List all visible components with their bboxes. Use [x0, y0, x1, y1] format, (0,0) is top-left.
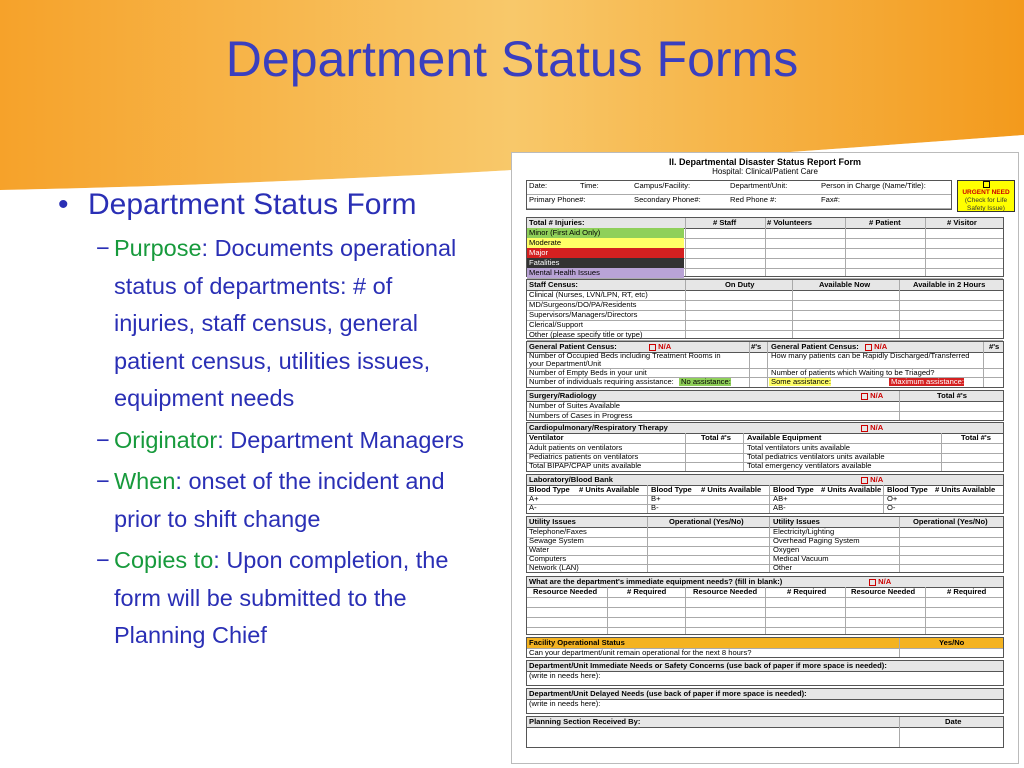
row-label: Mental Health Issues — [527, 268, 684, 278]
column-header: Available Now — [819, 280, 871, 289]
sub-item-when: − When: onset of the incident and prior to shift change — [96, 468, 445, 532]
surgery-radiology-table — [526, 390, 1004, 421]
checkbox-icon[interactable] — [649, 344, 656, 351]
column-header: Blood Type — [887, 485, 928, 494]
table-row — [527, 310, 1003, 321]
column-header: # Visitor — [947, 218, 977, 227]
column-header: Resource Needed — [533, 587, 598, 596]
form-subtitle: Hospital: Clinical/Patient Care — [712, 167, 818, 176]
header-block — [526, 180, 952, 210]
row-label: Medical Vacuum — [773, 554, 829, 563]
section-header: What are the department's immediate equipment needs? (fill in blank:) — [529, 577, 783, 586]
sub-item-text: : onset of the incident and prior to shift change — [114, 468, 445, 532]
sub-item-purpose: − Purpose: Documents operational status of departments: # of injuries, staff census, general patient census, utilities issues, equipment needs — [96, 235, 457, 411]
row-label: Number of Empty Beds in your unit — [529, 369, 647, 377]
column-header: # Units Available — [935, 485, 996, 494]
column-header: # Required — [787, 587, 827, 596]
sub-item-text: : Documents operational status of departments: # of injuries, staff census, general patient census, utilities issues, equipment needs — [114, 235, 457, 411]
bullet-list — [58, 188, 478, 659]
row-label: Total ventilators units available — [747, 443, 850, 452]
immediate-needs-box[interactable] — [526, 660, 1004, 686]
row-label: Major — [527, 248, 684, 258]
row-label: Total pediatrics ventilators units available — [747, 452, 885, 461]
column-header: Blood Type — [529, 485, 570, 494]
row-label: Telephone/Faxes — [529, 527, 587, 536]
column-header: On Duty — [725, 280, 755, 289]
checkbox-icon[interactable] — [861, 477, 868, 484]
sub-item-copies: − Copies to: Upon completion, the form will be submitted to the Planning Chief — [96, 547, 449, 648]
row-label: Number of patients which Waiting to be Triaged? — [771, 369, 935, 377]
status-report-form — [511, 152, 1019, 764]
column-header: Ventilator — [529, 433, 564, 442]
planning-received-box[interactable] — [526, 716, 1004, 748]
row-label: Adult patients on ventilators — [529, 443, 623, 452]
column-header: # Units Available — [821, 485, 882, 494]
blood-type: A+ — [529, 494, 539, 503]
column-header: #'s — [751, 342, 762, 351]
row-label: Oxygen — [773, 545, 800, 554]
table-row — [527, 563, 1003, 573]
row-label: Moderate — [527, 238, 684, 248]
table-row — [527, 401, 1003, 412]
column-header: Resource Needed — [851, 587, 916, 596]
na-label: N/A — [658, 342, 672, 351]
row-label: Overhead Paging System — [773, 536, 860, 545]
slide-title: Department Status Forms — [225, 31, 799, 87]
column-header: Staff Census: — [529, 280, 578, 289]
urgent-need-box[interactable] — [957, 180, 1015, 212]
row-label: Computers — [529, 554, 567, 563]
sub-item-originator: − Originator: Department Managers — [96, 426, 465, 453]
column-header: Total #'s — [961, 433, 991, 442]
column-header: # Units Available — [579, 485, 640, 494]
header-cell: Secondary Phone#: — [634, 195, 701, 204]
header-row — [527, 195, 951, 209]
facility-status-table — [526, 637, 1004, 658]
bullet-dot-icon: • — [58, 188, 69, 221]
row-label: Number of Occupied Beds including Treatment Rooms in your Department/Unit — [529, 352, 721, 368]
column-header: # Required — [627, 587, 667, 596]
assist-label: Maximum assistance: — [891, 378, 965, 386]
row-label: Numbers of Cases in Progress — [529, 411, 633, 420]
section-header — [527, 689, 1003, 700]
header-cell: Department/Unit: — [730, 181, 788, 190]
checkbox-icon[interactable] — [983, 181, 990, 188]
column-header: # Staff — [713, 218, 737, 227]
table-row — [527, 320, 1003, 331]
checkbox-icon[interactable] — [861, 393, 868, 400]
table-row — [527, 352, 1003, 369]
column-header: # Required — [947, 587, 987, 596]
row-label: Can your department/unit remain operational for the next 8 hours? — [529, 648, 752, 657]
column-header: General Patient Census: — [529, 342, 617, 351]
delayed-needs-box[interactable] — [526, 688, 1004, 714]
blood-type: O- — [887, 503, 896, 512]
header-cell: Time: — [580, 181, 599, 190]
column-header: Available Equipment — [747, 433, 822, 442]
header-cell: Primary Phone#: — [529, 195, 586, 204]
column-header: Blood Type — [773, 485, 814, 494]
row-label: Network (LAN) — [529, 563, 579, 572]
row-label: Number of Suites Available — [529, 401, 621, 410]
staff-census-table — [526, 279, 1004, 339]
table-header — [527, 433, 1003, 444]
sub-item-label: Copies to — [114, 547, 214, 573]
column-header: Total #'s — [701, 433, 731, 442]
column-header: Total # Injuries: — [529, 218, 585, 227]
section-header-text: Department/Unit Delayed Needs (use back of paper if more space is needed): — [529, 689, 807, 698]
table-row — [527, 503, 1003, 513]
row-label: Pediatrics patients on ventilators — [529, 452, 639, 461]
column-header: Operational (Yes/No) — [913, 517, 988, 526]
row-label: Water — [529, 545, 549, 554]
checkbox-icon[interactable] — [861, 425, 868, 432]
column-header: Available in 2 Hours — [913, 280, 986, 289]
table-header — [527, 577, 1003, 588]
sub-item-label: When — [114, 468, 176, 494]
na-label: N/A — [870, 391, 884, 400]
column-header: Operational (Yes/No) — [669, 517, 744, 526]
header-cell: Red Phone #: — [730, 195, 777, 204]
column-header: #'s — [989, 342, 1000, 351]
table-header — [527, 280, 1003, 291]
table-row — [527, 699, 1003, 709]
row-label: Clinical (Nurses, LVN/LPN, RT, etc) — [529, 290, 648, 299]
row-label: Clerical/Support — [529, 320, 584, 329]
column-header: Yes/No — [939, 638, 965, 647]
sub-item-label: Purpose — [114, 235, 202, 261]
checkbox-icon[interactable] — [869, 579, 876, 586]
row-label: (write in needs here): — [529, 699, 601, 708]
section-header — [527, 661, 1003, 672]
patient-census-table — [526, 341, 1004, 388]
table-row — [527, 300, 1003, 311]
column-header: Utility Issues — [773, 517, 820, 526]
header-cell: Date: — [529, 181, 548, 190]
na-label: N/A — [870, 475, 884, 484]
section-header: Facility Operational Status — [529, 638, 625, 647]
sub-item-text: : Upon completion, the form will be submitted to the Planning Chief — [114, 547, 449, 648]
row-label: Other — [773, 563, 792, 572]
assist-label: No assistance: — [681, 378, 731, 386]
column-header: Blood Type — [651, 485, 692, 494]
cardio-respiratory-table — [526, 422, 1004, 472]
column-header: Utility Issues — [529, 517, 576, 526]
bullet-main — [58, 188, 478, 222]
blood-type: A- — [529, 503, 537, 512]
equipment-needs-table — [526, 576, 1004, 635]
column-header: Total #'s — [937, 391, 967, 400]
column-header: # Volunteers — [767, 218, 813, 227]
blood-type: AB- — [773, 503, 786, 512]
row-label: Minor (First Aid Only) — [527, 228, 684, 238]
table-header — [527, 517, 1003, 528]
na-label: N/A — [878, 577, 892, 586]
row-label: Number of individuals requiring assistance: — [529, 378, 674, 386]
section-header — [527, 717, 1003, 728]
urgent-note: (Check for Life Safety Issue) — [964, 197, 1008, 213]
table-row — [527, 290, 1003, 301]
row-label: Supervisors/Managers/Directors — [529, 310, 638, 319]
assist-label: Some assistance: — [771, 378, 831, 386]
row-label: Fatalities — [527, 258, 684, 268]
table-header — [527, 475, 1003, 486]
table-row — [527, 369, 1003, 378]
column-header: Resource Needed — [693, 587, 758, 596]
laboratory-blood-bank-table — [526, 474, 1004, 514]
header-cell: Person in Charge (Name/Title): — [821, 181, 926, 190]
table-row — [527, 671, 1003, 681]
table-header — [527, 391, 1003, 402]
blood-type: B- — [651, 503, 659, 512]
table-header — [527, 423, 1003, 434]
header-row — [527, 181, 951, 195]
blood-type: O+ — [887, 494, 898, 503]
header-cell: Campus/Facility: — [634, 181, 691, 190]
section-header: Surgery/Radiology — [529, 391, 597, 400]
row-label: (write in needs here): — [529, 671, 601, 680]
na-label: N/A — [870, 423, 884, 432]
table-row — [527, 648, 1003, 658]
row-label: Total emergency ventilators available — [747, 461, 872, 470]
table-row — [527, 330, 1003, 341]
table-row — [527, 461, 1003, 471]
row-label: Total BIPAP/CPAP units available — [529, 461, 642, 470]
row-label: Electricity/Lighting — [773, 527, 835, 536]
section-header: Cardiopulmonary/Respiratory Therapy — [529, 423, 668, 432]
blood-type: B+ — [651, 494, 661, 503]
header-cell: Fax#: — [821, 195, 840, 204]
form-title: II. Departmental Disaster Status Report Form — [668, 157, 862, 167]
section-header: Laboratory/Blood Bank — [529, 475, 613, 484]
checkbox-icon[interactable] — [865, 344, 872, 351]
injuries-table — [526, 217, 1004, 277]
urgent-label: URGENT NEED — [962, 189, 1010, 197]
utility-issues-table — [526, 516, 1004, 573]
row-label: Other (please specify title or type) — [529, 330, 643, 339]
row-label: How many patients can be Rapidly Discharged/Transferred — [771, 352, 970, 360]
section-header-text: Department/Unit Immediate Needs or Safety Concerns (use back of paper if more space is needed): — [529, 661, 887, 670]
table-row — [527, 411, 1003, 421]
table-header — [527, 638, 1003, 649]
table-header — [527, 342, 1003, 353]
row-label: MD/Surgeons/DO/PA/Residents — [529, 300, 637, 309]
column-header: # Patient — [869, 218, 901, 227]
column-header: General Patient Census: — [771, 342, 859, 351]
section-header-text: Planning Section Received By: — [529, 717, 641, 726]
na-label: N/A — [874, 342, 888, 351]
sub-item-text: : Department Managers — [217, 426, 465, 453]
row-label: Sewage System — [529, 536, 584, 545]
blood-type: AB+ — [773, 494, 788, 503]
sub-item-label: Originator — [114, 426, 218, 453]
column-header: Date — [945, 717, 962, 726]
column-header: # Units Available — [701, 485, 762, 494]
bullet-main-text: Department Status Form — [88, 188, 417, 221]
table-row — [527, 378, 1003, 386]
